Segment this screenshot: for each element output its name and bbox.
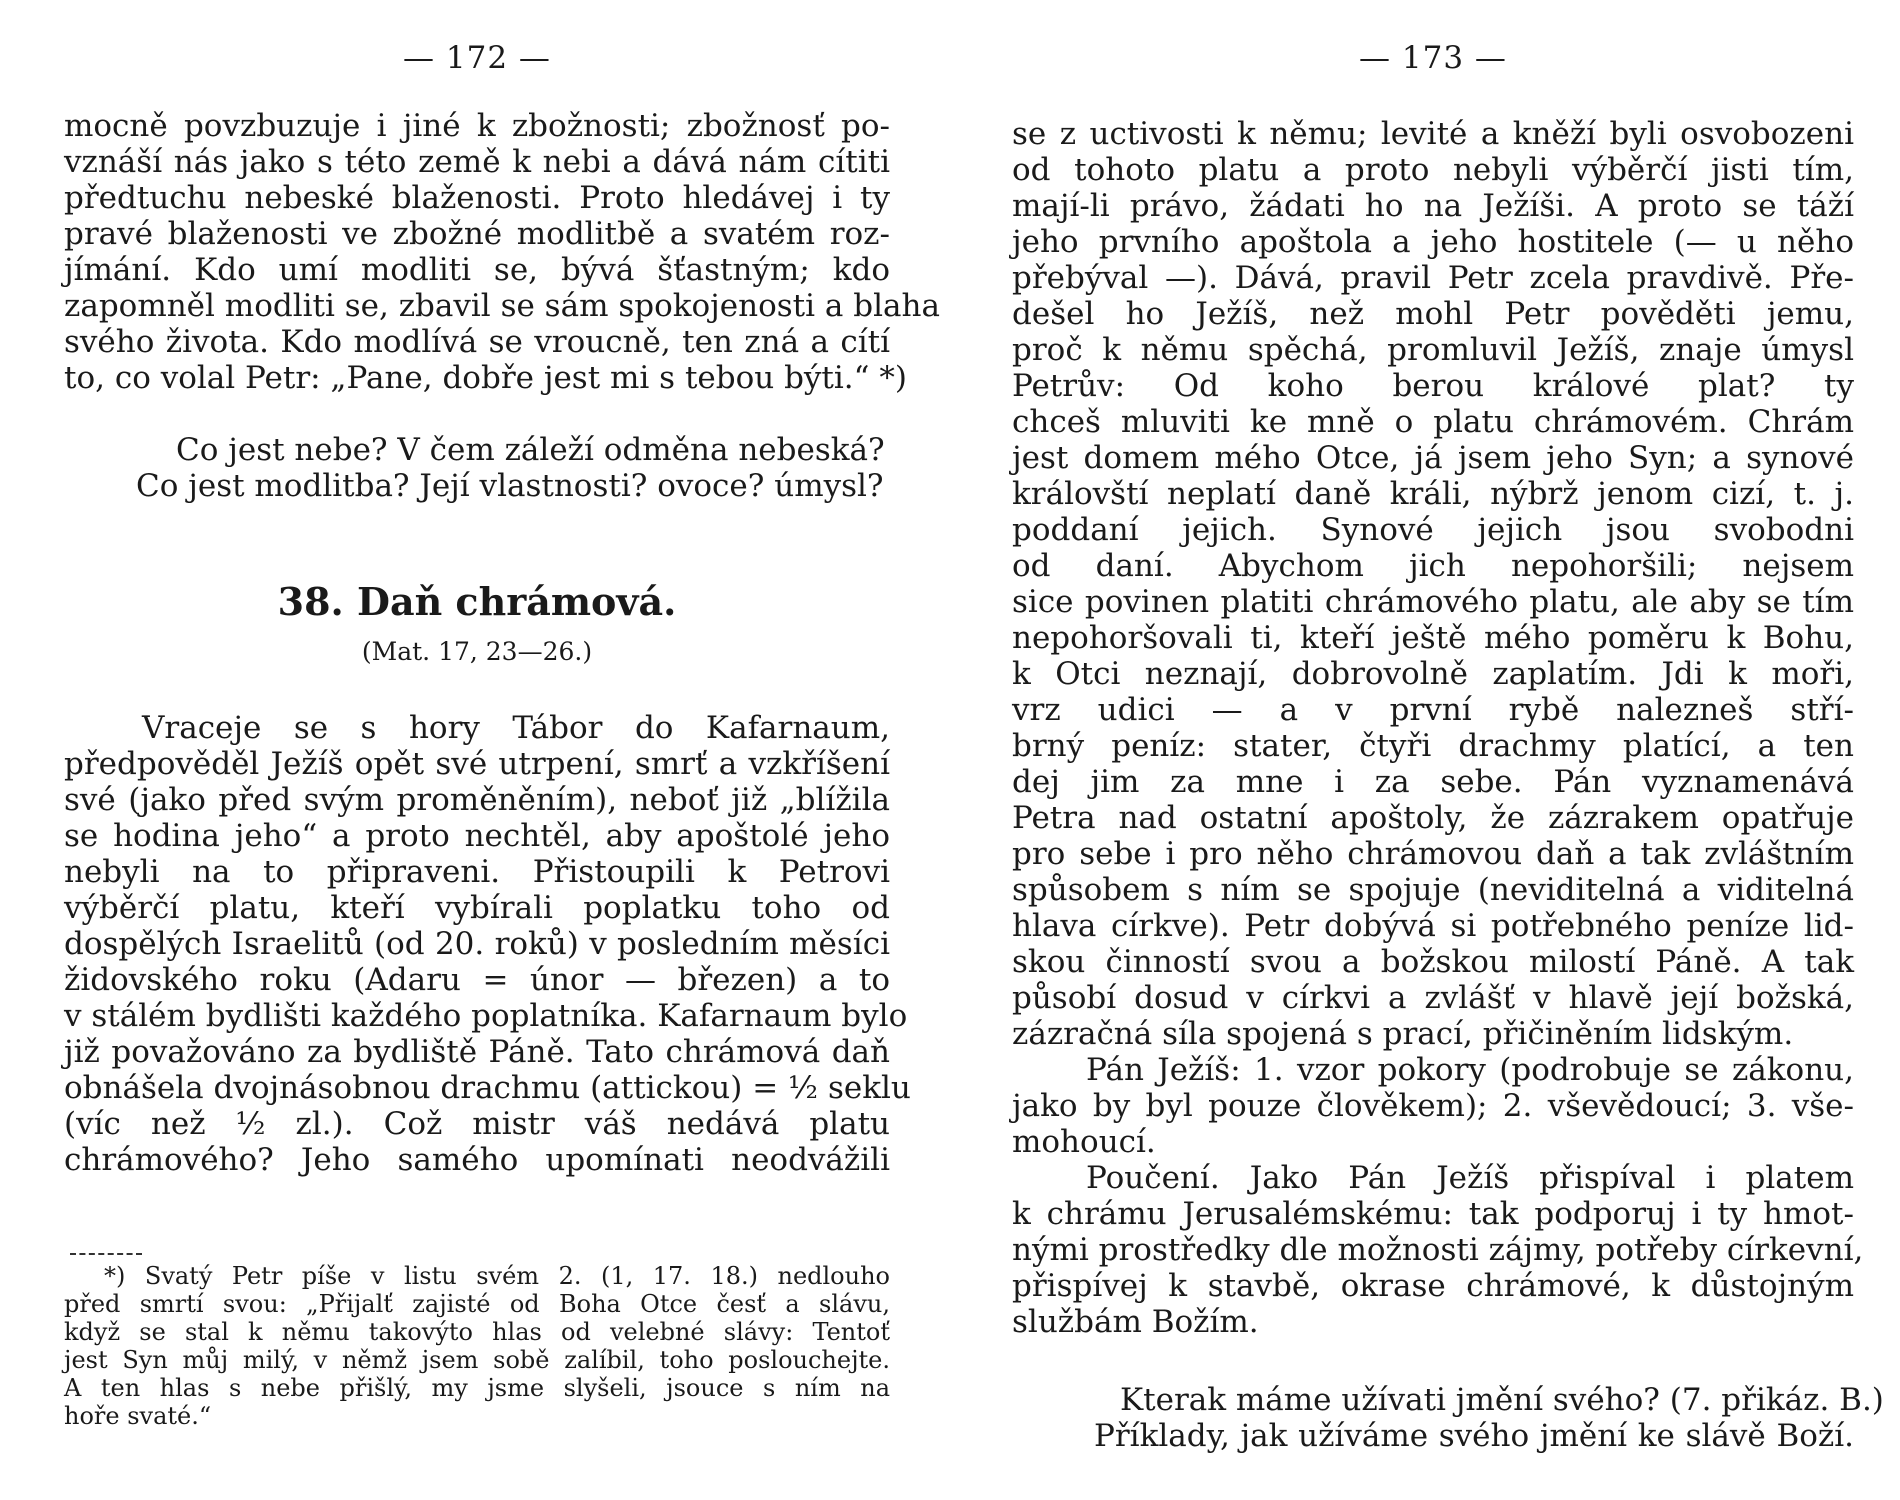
text-line: obnášela dvojnásobnou drachmu (attickou) = ½ seklu	[64, 1070, 911, 1106]
page-number: — 172 —	[403, 40, 551, 76]
footnote-line: hoře svaté.“	[64, 1402, 212, 1430]
text-line: (víc než ½ zl.). Což mistr váš nedává platu	[64, 1106, 890, 1142]
text-line: vrz udici — a v první rybě nalezneš stří-	[1012, 692, 1854, 728]
text-line: již považováno za bydliště Páně. Tato chrámová daň	[64, 1034, 890, 1070]
text-line: židovského roku (Adaru = únor — březen) a to	[64, 962, 890, 998]
text-line: nepohoršovali ti, kteří ještě mého poměru k Bohu,	[1012, 620, 1854, 656]
text-line: to, co volal Petr: „Pane, dobře jest mi s tebou býti.“ *)	[64, 360, 907, 396]
text-line: přispívej k stavbě, okrase chrámové, k důstojným	[1012, 1268, 1854, 1304]
text-line: od daní. Abychom jich nepohoršili; nejsem	[1012, 548, 1854, 584]
text-line: spůsobem s ním se spojuje (neviditelná a viditelná	[1012, 872, 1854, 908]
text-line: Poučení. Jako Pán Ježíš přispíval i platem	[1086, 1160, 1854, 1196]
footnote-divider	[70, 1253, 142, 1255]
text-line: pro sebe i pro něho chrámovou daň a tak zvláštním	[1012, 836, 1854, 872]
text-line: předtuchu nebeské blaženosti. Proto hledávej i ty	[64, 180, 890, 216]
text-line: předpověděl Ježíš opět své utrpení, smrť a vzkříšení	[64, 746, 890, 782]
text-line: dešel ho Ježíš, než mohl Petr pověděti jemu,	[1012, 296, 1854, 332]
text-line: hlava církve). Petr dobývá si potřebného peníze lid-	[1012, 908, 1854, 944]
footnote-line: před smrtí svou: „Přijalť zajisté od Boha Otce česť a slávu,	[64, 1290, 890, 1318]
text-line: k chrámu Jerusalémskému: tak podporuj i ty hmot-	[1012, 1196, 1854, 1232]
text-line: královští neplatí daně králi, nýbrž jenom cizí, t. j.	[1012, 476, 1854, 512]
text-line: brný peníz: stater, čtyři drachmy platící, a ten	[1012, 728, 1854, 764]
text-line: zázračná síla spojená s prací, přičiněním lidským.	[1012, 1016, 1794, 1052]
text-line: jímání. Kdo umí modliti se, bývá šťastným; kdo	[64, 252, 890, 288]
text-line: mohoucí.	[1012, 1124, 1156, 1160]
text-line: Petrův: Od koho berou králové plat? ty	[1012, 368, 1854, 404]
text-line: chrámového? Jeho samého upomínati neodvážili	[64, 1142, 890, 1178]
text-line: Pán Ježíš: 1. vzor pokory (podrobuje se zákonu,	[1086, 1052, 1854, 1088]
text-line: mají-li právo, žádati ho na Ježíši. A proto se táží	[1012, 188, 1854, 224]
question-line: Příklady, jak užíváme svého jmění ke slávě Boží.	[1094, 1418, 1854, 1454]
text-line: nými prostředky dle možnosti zájmy, potřeby církevní,	[1012, 1232, 1864, 1268]
text-line: jako by byl pouze člověkem); 2. vševědoucí; 3. vše-	[1012, 1088, 1854, 1124]
question-line: Kterak máme užívati jmění svého? (7. přikáz. B.)	[1120, 1382, 1884, 1418]
text-line: svého života. Kdo modlívá se vroucně, ten zná a cítí	[64, 324, 890, 360]
text-line: dospělých Israelitů (od 20. roků) v posledním měsíci	[64, 926, 890, 962]
text-line: nebyli na to připraveni. Přistoupili k Petrovi	[64, 854, 890, 890]
text-line: sice povinen platiti chrámového platu, ale aby se tím	[1012, 584, 1854, 620]
page-number: — 173 —	[1359, 40, 1507, 76]
text-line: od tohoto platu a proto nebyli výběrčí jisti tím,	[1012, 152, 1854, 188]
right-page	[1012, 0, 1884, 1500]
text-line: chceš mluviti ke mně o platu chrámovém. Chrám	[1012, 404, 1854, 440]
text-line: Vraceje se s hory Tábor do Kafarnaum,	[142, 710, 890, 746]
text-line: jest domem mého Otce, já jsem jeho Syn; a synové	[1012, 440, 1854, 476]
text-line: Petra nad ostatní apoštoly, že zázrakem opatřuje	[1012, 800, 1854, 836]
question-line: Co jest nebe? V čem záleží odměna nebeská?	[176, 432, 885, 468]
text-line: přebýval —). Dává, pravil Petr zcela pravdivě. Pře-	[1012, 260, 1854, 296]
text-line: poddaní jejich. Synové jejich jsou svobodni	[1012, 512, 1854, 548]
text-line: se hodina jeho“ a proto nechtěl, aby apoštolé jeho	[64, 818, 890, 854]
section-title: 38. Daň chrámová.	[277, 579, 677, 624]
text-line: dej jim za mne i za sebe. Pán vyznamenává	[1012, 764, 1854, 800]
text-line: pravé blaženosti ve zbožné modlitbě a svatém roz-	[64, 216, 890, 252]
text-line: skou činností svou a božskou milostí Páně. A tak	[1012, 944, 1854, 980]
footnote-line: když se stal k němu takovýto hlas od velebné slávy: Tentoť	[64, 1318, 890, 1346]
text-line: vznáší nás jako s této země k nebi a dává nám cítiti	[64, 144, 890, 180]
text-line: se z uctivosti k němu; levité a kněží byli osvobozeni	[1012, 116, 1854, 152]
footnote-line: *) Svatý Petr píše v listu svém 2. (1, 17. 18.) nedlouho	[104, 1262, 890, 1290]
section-reference: (Mat. 17, 23—26.)	[361, 637, 593, 666]
text-line: v stálém bydlišti každého poplatníka. Kafarnaum bylo	[64, 998, 908, 1034]
text-line: proč k němu spěchá, promluvil Ježíš, znaje úmysl	[1012, 332, 1854, 368]
text-line: výběrčí platu, kteří vybírali poplatku toho od	[64, 890, 890, 926]
footnote-line: jest Syn můj milý, v němž jsem sobě zalíbil, toho poslouchejte.	[64, 1346, 890, 1374]
text-line: zapomněl modliti se, zbavil se sám spokojenosti a blaha	[64, 288, 940, 324]
text-line: jeho prvního apoštola a jeho hostitele (— u něho	[1012, 224, 1854, 260]
text-line: působí dosud v církvi a zvlášť v hlavě její božská,	[1012, 980, 1854, 1016]
footnote-line: A ten hlas s nebe přišlý, my jsme slyšeli, jsouce s ním na	[64, 1374, 890, 1402]
text-line: mocně povzbuzuje i jiné k zbožnosti; zbožnosť po-	[64, 108, 890, 144]
text-line: své (jako před svým proměněním), neboť již „blížila	[64, 782, 890, 818]
text-line: službám Božím.	[1012, 1304, 1259, 1340]
question-line: Co jest modlitba? Její vlastnosti? ovoce? úmysl?	[136, 468, 884, 504]
text-line: k Otci neznají, dobrovolně zaplatím. Jdi k moři,	[1012, 656, 1854, 692]
left-page	[64, 0, 940, 1500]
